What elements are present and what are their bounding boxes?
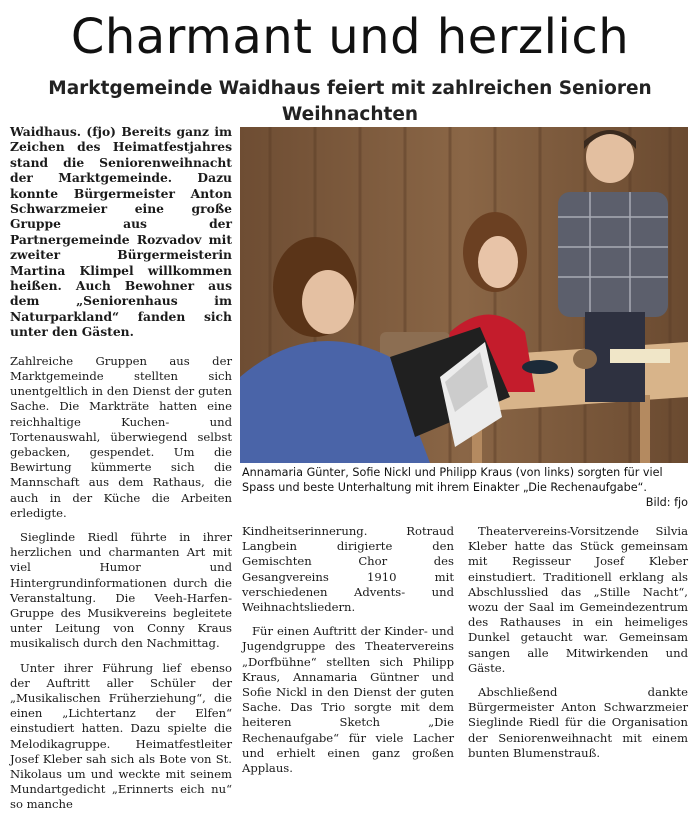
- paragraph: Sieglinde Riedl führte in ihrer herzlichen und charmanten Art mit viel Humor und Hintergrundinformationen durch die Veranstaltung. Die Veeh-Harfen-Gruppe des Musikvereins begleitete unter Leitung von Conny Kraus musikalisch durch den Nachmittag.: [10, 529, 232, 651]
- paragraph: Abschließend dankte Bürgermeister Anton Schwarzmeier Sieglinde Riedl für die Organisation der Seniorenweihnacht mit einem bunten Blumenstrauß.: [468, 685, 688, 760]
- lead-paragraph: Waidhaus. (fjo) Bereits ganz im Zeichen des Heimatfestjahres stand die Seniorenweihnacht der Marktgemeinde. Dazu konnte Bürgermeister Anton Schwarzmeier eine große Gruppe aus der Partnergemeinde Rozvadov mit zweiter Bürgermeisterin Martina Klimpel willkommen heißen. Auch Bewohner aus dem „Seniorenhaus im Naturparkland“ fanden sich unter den Gästen.: [10, 124, 232, 340]
- stage-scene-illustration: [240, 127, 688, 463]
- paragraph: Kindheitserinnerung. Rotraud Langbein dirigierte den Gemischten Chor des Gesangvereins 1910 mit verschiedenen Advents- und Weihnachtsliedern.: [242, 524, 454, 615]
- paragraph: Unter ihrer Führung lief ebenso der Auftritt aller Schüler der „Musikalischen Früherziehung“, die einen „Lichtertanz der Elfen“ einstudiert hatten. Dazu spielte die Melodikagruppe. Heimatfestleiter Josef Kleber sah sich als Bote von St. Nikolaus um und weckte mit seinem Mundartgedicht „Erinnerts eich nu“ so manche: [10, 660, 232, 812]
- headline: Charmant und herzlich: [70, 9, 630, 65]
- photo-credit: Bild: fjo: [645, 496, 688, 509]
- paragraph: Zahlreiche Gruppen aus der Marktgemeinde stellten sich unentgeltlich in den Dienst der guten Sache. Die Markträte hatten eine reichhaltige Kuchen- und Tortenauswahl, überwiegend selbst gebacken, gespendet. Um die Bewirtung kümmerte sich die Mannschaft aus dem Rathaus, die auch in der Küche die Arbeiten erledigte.: [10, 353, 232, 520]
- article-column-2: [242, 524, 454, 785]
- photo-caption: Annamaria Günter, Sofie Nickl und Philipp Kraus (von links) sorgten für viel Spass und beste Unterhaltung mit ihrem Einakter „Die Rechenaufgabe“.: [242, 466, 663, 494]
- article-photo: [240, 127, 688, 463]
- paragraph: Theatervereins-Vorsitzende Silvia Kleber hatte das Stück gemeinsam mit Regisseur Josef Kleber einstudiert. Traditionell erklang als Abschlusslied das „Stille Nacht“, wozu der Saal im Gemeindezentrum des Rathauses in ein heimeliges Dunkel getaucht war. Gemeinsam sangen alle Mitwirkenden und Gäste.: [468, 524, 688, 675]
- paragraph: Für einen Auftritt der Kinder- und Jugendgruppe des Theatervereins „Dorfbühne“ stellten sich Philipp Kraus, Annamaria Güntner und Sofie Nickl in den Dienst der guten Sache. Das Trio sorgte mit dem heiteren Sketch „Die Rechenaufgabe“ für viele Lacher und erhielt einen ganz großen Applaus.: [242, 624, 454, 776]
- article-column-3: [468, 524, 688, 770]
- article-column-1: [10, 124, 232, 822]
- subheadline: Marktgemeinde Waidhaus feiert mit zahlreichen Senioren Weihnachten: [48, 78, 652, 125]
